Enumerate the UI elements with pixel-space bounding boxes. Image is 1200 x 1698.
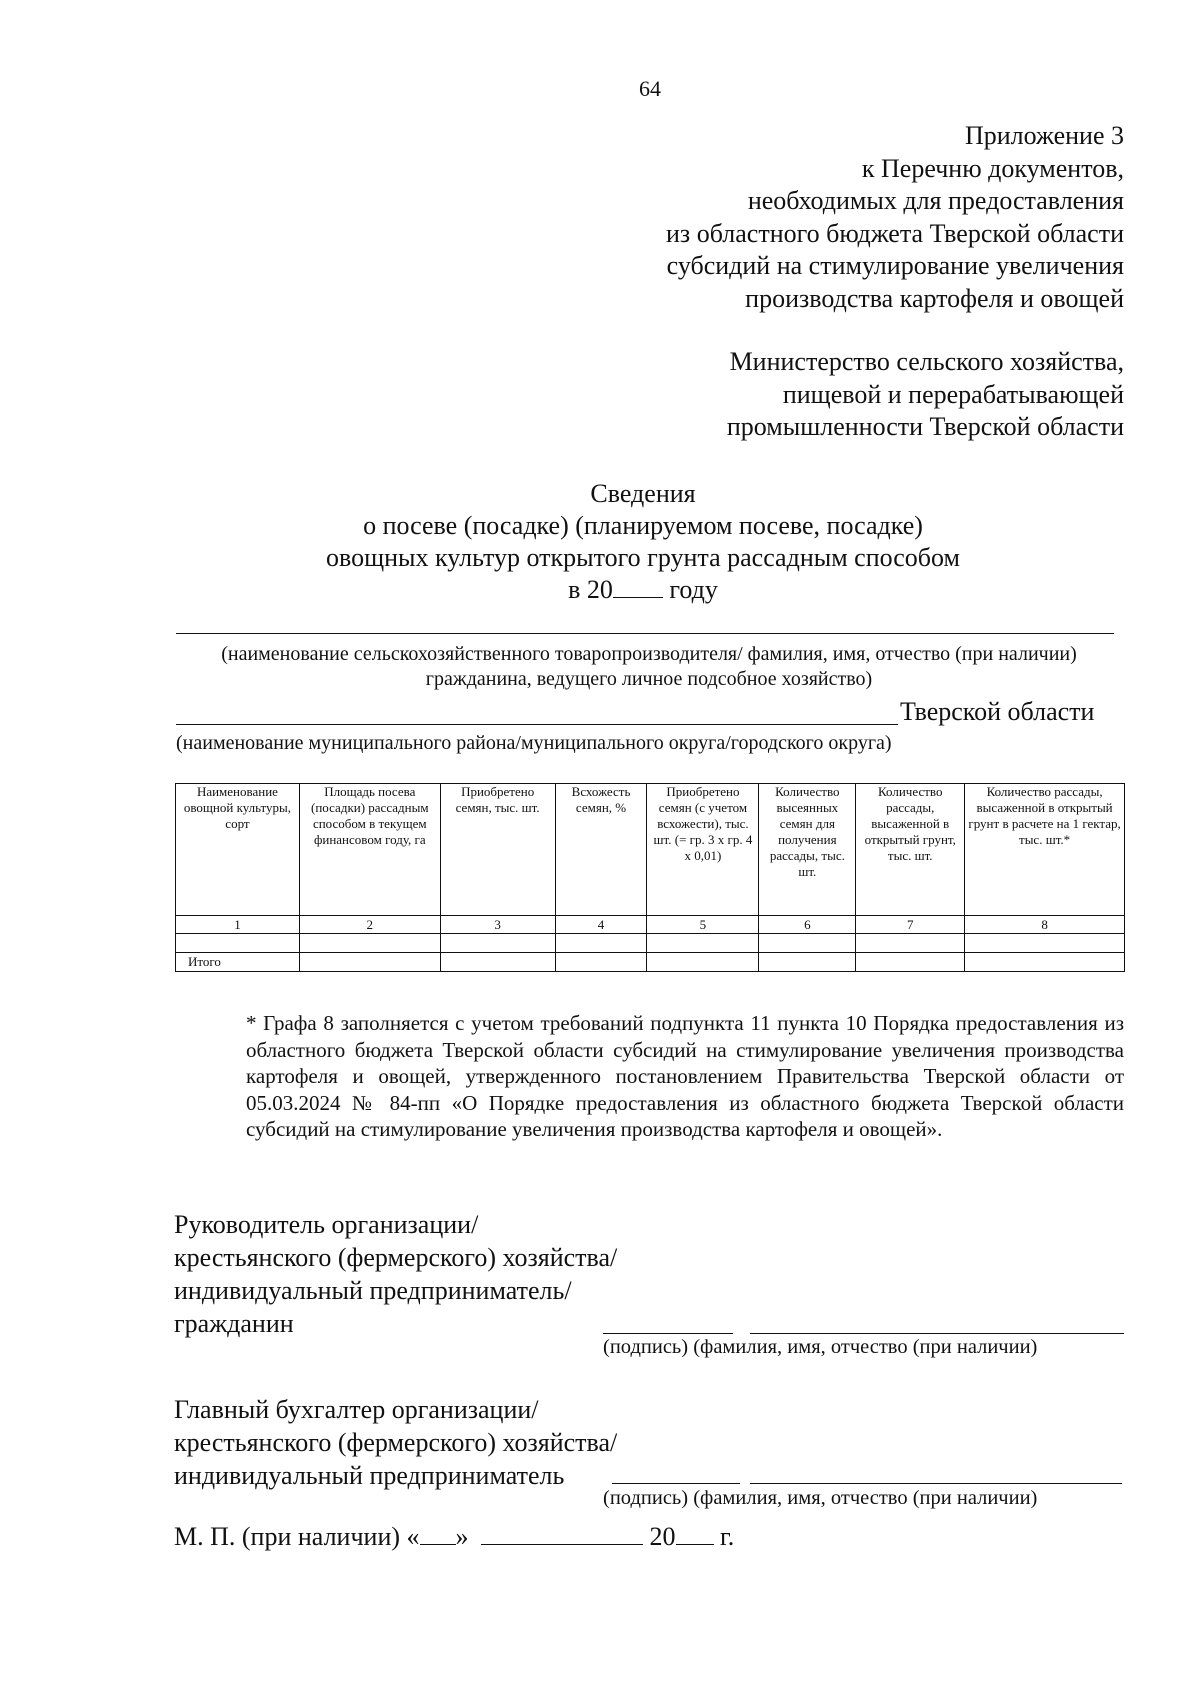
quote-close: » [455,1522,469,1551]
head-signature-caption: (подпись) (фамилия, имя, отчество (при наличии) [603,1336,1038,1358]
appendix-line: субсидий на стимулирование увеличения [666,251,1124,280]
table-cell[interactable] [856,934,965,953]
title-heading: Сведения [590,479,696,508]
footnote [174,1010,1124,1143]
column-header: Наименование овощной культуры, сорт [176,784,300,916]
table-cell[interactable] [176,934,300,953]
date-year-suffix: г. [720,1522,735,1551]
ministry-line: Министерство сельского хозяйства, [729,347,1124,376]
table-cell[interactable] [299,934,440,953]
column-number: 4 [555,916,647,934]
head-name-blank[interactable] [750,1333,1124,1334]
month-blank[interactable] [481,1522,643,1545]
title-year-line [120,574,1166,606]
table-cell[interactable] [440,953,555,972]
table-cell[interactable] [647,953,759,972]
signatory-line: индивидуальный предприниматель/ [174,1276,572,1305]
column-header: Количество рассады, высаженной в открытый грунт, тыс. шт. [856,784,965,916]
total-row [176,953,1125,972]
appendix-line: производства картофеля и овощей [745,283,1124,313]
column-header: Приобретено семян, тыс. шт. [440,784,555,916]
table-header-row [176,784,1125,916]
appendix-line: из областного бюджета Тверской области [666,218,1124,248]
column-header: Площадь посева (посадки) рассадным способом в текущем финансовом году, га [299,784,440,916]
column-header: Количество рассады, высаженной в открытый грунт в расчете на 1 гектар, тыс. шт.* [965,784,1125,916]
title-line: овощных культур открытого грунта рассадным способом [326,543,960,572]
table-cell[interactable] [759,953,856,972]
column-header: Количество высеянных семян для получения рассады, тыс. шт. [759,784,856,916]
region-fill-line [176,724,898,725]
column-header: Всхожесть семян, % [555,784,647,916]
accountant-signature-blank[interactable] [612,1483,740,1484]
table-row [176,934,1125,953]
table-cell[interactable] [856,953,965,972]
appendix-line: к Перечню документов, [861,153,1124,183]
column-number: 6 [759,916,856,934]
signatory-line: крестьянского (фермерского) хозяйства/ [174,1243,618,1272]
signatory-line: Главный бухгалтер организации/ [174,1395,539,1424]
signatory-line: Руководитель организации/ [174,1210,479,1239]
appendix-line: Приложение 3 [964,121,1124,150]
table-cell[interactable] [555,953,647,972]
signatory-line: индивидуальный предприниматель [174,1461,565,1490]
producer-caption: (наименование сельскохозяйственного товаропроизводителя/ фамилия, имя, отчество (при наличии) гражданина, ведущего личное подсобное хозяйство) [221,643,1077,690]
table-cell[interactable] [965,953,1125,972]
head-signature-blank[interactable] [603,1333,733,1334]
table-cell[interactable] [440,934,555,953]
appendix-line: необходимых для предоставления [747,186,1124,215]
year-blank [613,575,663,598]
table-cell[interactable] [965,934,1125,953]
column-number-row [176,916,1125,934]
table-cell[interactable] [759,934,856,953]
accountant-signature-block [174,1393,617,1492]
producer-fill-line [176,633,1114,634]
column-number: 1 [176,916,300,934]
column-header: Приобретено семян (с учетом всхожести), тыс. шт. (= гр. 3 х гр. 4 х 0,01) [647,784,759,916]
page-number: 64 [639,76,661,101]
head-signature-block [174,1208,617,1340]
signatory-line: крестьянского (фермерского) хозяйства/ [174,1428,618,1457]
region-name: Тверской области [900,697,1095,726]
column-number: 8 [965,916,1125,934]
title-line: о посеве (посадке) (планируемом посеве, посадке) [363,511,923,540]
table-cell[interactable] [299,953,440,972]
column-number: 5 [647,916,759,934]
stamp-date-line [174,1522,734,1552]
table-cell[interactable] [555,934,647,953]
column-number: 3 [440,916,555,934]
year-prefix: в 20 [568,575,613,604]
day-blank[interactable] [420,1522,456,1545]
stamp-label: М. П. (при наличии) « [174,1522,420,1551]
appendix-reference [666,120,1124,315]
table-cell[interactable] [647,934,759,953]
accountant-signature-caption: (подпись) (фамилия, имя, отчество (при наличии) [603,1487,1038,1509]
column-number: 2 [299,916,440,934]
ministry-line: пищевой и перерабатывающей [782,379,1124,409]
date-year-blank[interactable] [676,1522,714,1545]
footnote-text: * Графа 8 заполняется с учетом требований подпункта 11 пункта 10 Порядка предоставления из областного бюджета Тверской области субсидий на стимулирование увеличения производства картофеля и овощей, утвержденного постановлением Правительства Тверской области от 05.03.2024 № 84-пп «О Порядке предоставления из областного бюджета Тверской области субсидий на стимулирование увеличения производства картофеля и овощей». [246,1011,1124,1141]
total-label: Итого [176,953,300,972]
document-title [120,478,1166,606]
ministry-line: промышленности Тверской области [726,412,1124,441]
signatory-line: гражданин [174,1309,294,1338]
column-number: 7 [856,916,965,934]
date-year-prefix: 20 [649,1522,676,1551]
ministry-addressee [727,346,1124,444]
year-suffix: году [669,575,718,604]
sowing-table [175,783,1125,972]
region-caption: (наименование муниципального района/муниципального округа/городского округа) [176,732,892,754]
accountant-name-blank[interactable] [750,1483,1122,1484]
